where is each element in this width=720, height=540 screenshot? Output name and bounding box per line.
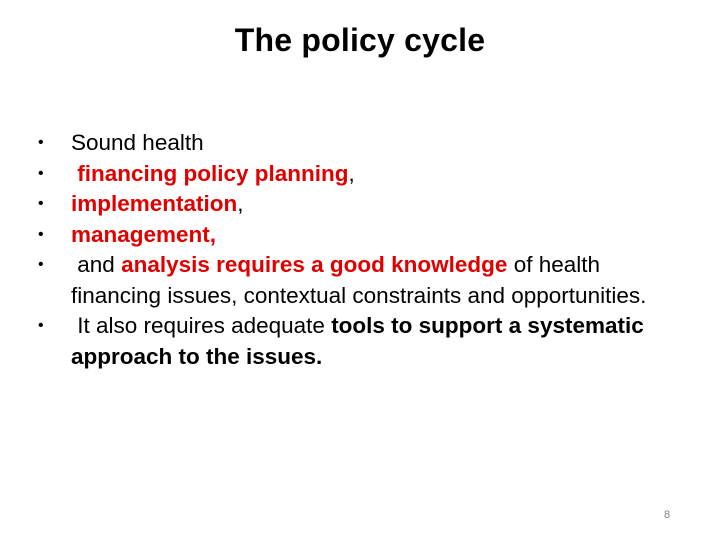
emphasis-text: analysis requires a good knowledge <box>121 252 508 277</box>
bullet-item <box>38 159 658 190</box>
bullet-text: and <box>71 252 122 277</box>
bullet-item <box>38 220 658 251</box>
page-number: 8 <box>664 509 671 521</box>
bullet-text: , <box>237 191 244 216</box>
bold-text: tools to support a systematic approach to the issues. <box>71 313 644 369</box>
bullet-item <box>38 189 658 220</box>
bullet-text: Sound health <box>71 130 204 155</box>
bullet-text: of health financing issues, contextual constraints and opportunities. <box>71 252 647 308</box>
bullet-item <box>38 128 658 159</box>
bullet-icon: • <box>38 164 44 182</box>
emphasis-text: implementation <box>71 191 238 216</box>
emphasis-text: financing policy planning <box>77 160 349 186</box>
bullet-icon: • <box>38 256 44 273</box>
bullet-icon: • <box>38 195 44 212</box>
bullet-icon: • <box>38 225 44 243</box>
emphasis-text: management, <box>71 221 217 247</box>
bullet-text: It also requires adequate <box>71 313 332 338</box>
bullet-item <box>38 250 658 311</box>
bullet-item <box>38 311 658 372</box>
bullet-icon: • <box>38 317 44 334</box>
bullet-text: , <box>348 160 355 186</box>
slide-title: The policy cycle <box>234 22 486 58</box>
bullet-icon: • <box>38 134 44 151</box>
bullet-list <box>38 128 658 372</box>
